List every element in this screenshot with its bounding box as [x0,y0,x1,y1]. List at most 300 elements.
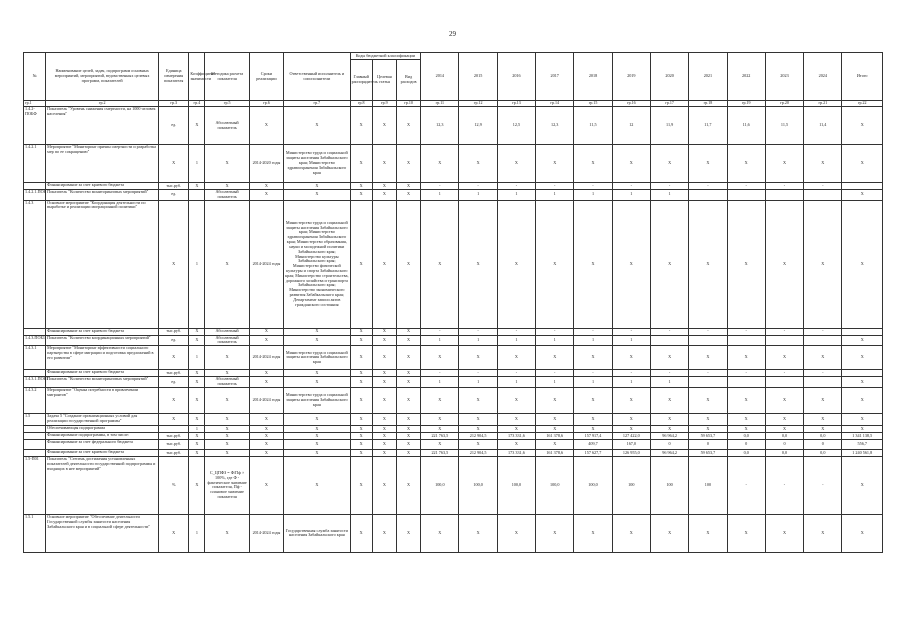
table-cell: X [459,425,497,432]
table-cell: X [689,514,727,552]
table-cell: X [765,346,803,370]
table-cell: 100,0 [497,456,535,514]
table-cell: 1.4.2.1.ПОБ [24,190,46,201]
column-index: гр.22 [842,101,883,107]
header-group-budget-codes: Коды бюджетной классификации [350,53,421,60]
table-cell: 1 [189,425,205,432]
table-cell: - [421,370,459,377]
table-cell: X [350,107,372,145]
table-cell: X [249,456,283,514]
table-cell: Абсолютный [205,328,249,335]
table-cell: X [396,145,420,183]
table-cell: X [189,328,205,335]
table-cell: X [372,370,396,377]
table-cell: X [536,387,574,413]
table-cell: X [396,456,420,514]
table-row [24,425,883,432]
header-cell: 2018 [574,53,612,101]
table-cell: 1.4.3.1.ПОБ1 [24,377,46,388]
table-cell: Основное мероприятие "Обеспечение деятельности Государственной службы занятости населения Забайкальского края и в социальной сфере деятельности" [46,514,159,552]
table-cell: X [804,346,842,370]
column-index: гр.11 [421,101,459,107]
table-cell: 0,0 [804,449,842,456]
table-cell: % [159,456,189,514]
table-cell: X [372,413,396,425]
table-cell: X [205,370,249,377]
table-cell: 2014-2024 годы [249,200,283,328]
table-cell: X [650,200,688,328]
column-index: гр.3 [159,101,189,107]
table-cell: X [284,183,351,190]
table-cell: 96 964,2 [650,432,688,439]
table-cell: X [350,387,372,413]
table-cell: 1 341 138,5 [842,432,883,439]
table-cell: 1 [650,377,688,388]
table-cell: Финансирование за счет краевого бюджета [46,183,159,190]
table-cell: 212 904,5 [459,449,497,456]
table-cell: 2014-2024 годы [249,387,283,413]
table-cell: - [727,328,765,335]
table-cell: Министерство труда и социальной защиты населения Забайкальского края; Министерство здравоохранения Забайкальского края [284,145,351,183]
table-cell: 12 [612,107,650,145]
table-cell: Задача 5 "Создание организационных условий для реализации государственной программы" [46,413,159,425]
table-cell: 12,9 [459,107,497,145]
table-cell: 0 [650,439,688,449]
table-cell: 1.5-П01 [24,456,46,514]
table-cell: 1 [497,190,535,201]
table-cell: X [727,387,765,413]
table-cell: X [574,145,612,183]
table-cell: Показатель "Степень достижения установленных показателей деятельности государственной подпрограммы и входящих в нее мероприятий" [46,456,159,514]
table-cell: - [765,456,803,514]
table-cell: X [284,413,351,425]
table-cell: 0 [765,439,803,449]
table-cell: X [249,328,283,335]
table-cell: X [536,145,574,183]
table-cell: X [765,387,803,413]
table-cell: X [689,413,727,425]
table-cell: X [842,425,883,432]
table-cell: X [574,387,612,413]
header-cell: Главный распорядитель [350,60,372,101]
table-cell: тыс.руб. [159,370,189,377]
table-cell: C_ЦПФЗ = Ф/Пф × 100%, где Ф - фактическое значение показателя, Пф - плановое значение показателя [205,456,249,514]
column-index: гр.17 [650,101,688,107]
table-cell: X [372,425,396,432]
table-row [24,387,883,413]
table-cell: X [536,413,574,425]
table-cell: ед. [159,335,189,346]
table-cell: X [421,439,459,449]
table-cell: X [650,387,688,413]
table-cell: X [284,439,351,449]
table-cell: X [189,183,205,190]
table-cell: X [727,413,765,425]
table-cell: X [727,514,765,552]
table-cell: X [574,346,612,370]
table-cell: X [804,413,842,425]
table-cell: X [842,200,883,328]
table-cell: Министерство труда и социальной защиты населения Забайкальского края [284,387,351,413]
table-cell: X [804,514,842,552]
table-cell: X [421,425,459,432]
table-cell: X [842,346,883,370]
table-cell: X [396,183,420,190]
table-cell: X [459,145,497,183]
table-cell: - [765,328,803,335]
table-cell: - [804,183,842,190]
table-row [24,377,883,388]
table-cell: - [497,183,535,190]
table-cell: 0,0 [727,449,765,456]
table-cell: 0,0 [765,432,803,439]
table-cell: 212 904,5 [459,432,497,439]
table-cell: - [536,328,574,335]
table-cell: X [612,145,650,183]
table-cell: X [689,346,727,370]
table-cell: 157 917,4 [574,432,612,439]
table-cell [765,335,803,346]
table-cell: 0,0 [727,432,765,439]
column-index: гр.8 [350,101,372,107]
table-cell: 1 [612,190,650,201]
table-cell: X [650,425,688,432]
table-cell [727,377,765,388]
table-cell: 11,5 [574,107,612,145]
table-cell: X [842,190,883,201]
header-cell: 2023 [765,53,803,101]
table-cell: X [284,377,351,388]
table-cell: X [536,425,574,432]
table-cell: 167,0 [612,439,650,449]
table-cell: X [249,335,283,346]
column-index: гр.6 [249,101,283,107]
table-cell: X [189,387,205,413]
table-cell: X [536,439,574,449]
table-row [24,449,883,456]
table-cell: X [189,439,205,449]
table-cell: X [189,449,205,456]
table-cell: X [372,377,396,388]
column-index: гр.7 [284,101,351,107]
table-cell: X [497,387,535,413]
table-cell: - [421,183,459,190]
table-cell: X [612,514,650,552]
table-row [24,145,883,183]
table-cell: 1 [612,335,650,346]
table-cell: 1.5 [24,413,46,425]
table-cell: 1.5.1 [24,514,46,552]
table-cell: X [350,328,372,335]
table-cell: X [689,387,727,413]
table-cell: Абсолютный показатель [205,190,249,201]
table-cell: X [396,346,420,370]
table-cell: 157 627,7 [574,449,612,456]
table-cell: - [804,370,842,377]
table-cell: - [689,183,727,190]
table-cell [689,377,727,388]
table-cell: Мероприятие "Мониторинг причин смертности и разработка мер по ее сокращению" [46,145,159,183]
table-cell: X [205,449,249,456]
table-cell [159,425,189,432]
table-cell: X [249,377,283,388]
table-cell: Показатель "Количество мониторинговых мероприятий" [46,377,159,388]
table-cell: тыс.руб. [159,432,189,439]
table-row [24,183,883,190]
table-cell: 1 [459,190,497,201]
table-cell: X [350,413,372,425]
table-cell: ед. [159,190,189,201]
table-cell: Обеспечивающая подпрограмма [46,425,159,432]
table-cell: X [350,346,372,370]
table-cell: Мероприятие "Оценка потребности в привлечении мигрантов" [46,387,159,413]
table-cell: X [396,328,420,335]
column-index: гр.1 [24,101,46,107]
table-cell: 409,7 [574,439,612,449]
table-cell: - [612,370,650,377]
table-cell: X [421,514,459,552]
table-cell: X [249,183,283,190]
table-cell: 1 [612,377,650,388]
table-cell: 59 653,7 [689,449,727,456]
table-cell: X [421,387,459,413]
table-cell: X [842,413,883,425]
table-cell: X [421,346,459,370]
table-cell: X [372,387,396,413]
header-cell: Наименование целей, задач, подпрограмм основных мероприятий, мероприятий, ведомственных целевых программ, показателей [46,53,159,101]
table-cell: 100 [612,456,650,514]
table-cell: 0 [804,439,842,449]
table-cell [804,190,842,201]
table-cell [842,328,883,335]
table-cell [650,335,688,346]
table-cell: 1 [421,377,459,388]
table-cell: X [159,514,189,552]
table-cell: 11,9 [650,107,688,145]
table-cell: 1 [536,377,574,388]
table-cell: X [372,200,396,328]
table-cell: X [421,413,459,425]
table-cell: Министерство труда и социальной защиты населения Забайкальского края [284,346,351,370]
table-cell: 100 [650,456,688,514]
table-cell: 1 [497,335,535,346]
table-cell: - [536,183,574,190]
table-cell: X [350,514,372,552]
table-cell: 1 [189,514,205,552]
table-cell: X [350,370,372,377]
table-cell: X [497,439,535,449]
table-cell: X [842,335,883,346]
column-index: гр.10 [396,101,420,107]
header-cell: 2015 [459,53,497,101]
header-cell: 2020 [650,53,688,101]
table-cell: X [159,413,189,425]
table-cell: X [727,425,765,432]
table-row [24,200,883,328]
table-row [24,439,883,449]
table-cell: 1 [189,145,205,183]
table-cell: X [350,200,372,328]
table-cell: 1 [536,335,574,346]
table-cell: Мероприятие "Мониторинг эффективности социального партнерства в сфере миграции и подготовка предложений в его развитии" [46,346,159,370]
table-cell: - [650,183,688,190]
table-cell: 1 [189,346,205,370]
page-number: 29 [449,30,456,38]
table-cell: X [205,425,249,432]
table-cell: - [459,370,497,377]
table-cell: X [189,413,205,425]
table-cell: X [396,377,420,388]
table-cell: тыс.руб. [159,183,189,190]
table-cell: X [727,145,765,183]
table-cell: 126 955,0 [612,449,650,456]
table-cell: 1 [459,377,497,388]
table-cell: X [765,200,803,328]
table-cell: - [727,183,765,190]
table-cell: X [372,432,396,439]
table-cell: - [765,183,803,190]
table-cell: X [372,183,396,190]
header-cell: Единица измерения показателя [159,53,189,101]
table-cell: X [804,200,842,328]
table-cell: X [372,514,396,552]
table-cell: X [497,145,535,183]
header-cell: Итого [842,53,883,101]
table-cell: 1.4.3.ПОБ1 [24,335,46,346]
column-index: гр.12 [459,101,497,107]
table-cell: X [459,413,497,425]
table-cell: - [804,456,842,514]
table-cell: X [205,346,249,370]
table-cell: X [459,200,497,328]
table-cell: X [205,183,249,190]
table-cell: - [689,328,727,335]
table-cell: X [396,432,420,439]
column-index: гр.16 [612,101,650,107]
table-cell: 173 331,6 [497,432,535,439]
table-cell: X [497,346,535,370]
table-cell: X [350,377,372,388]
header-cell: № [24,53,46,101]
table-row [24,514,883,552]
table-cell: 1 [574,377,612,388]
table-cell: X [650,145,688,183]
table-cell [727,335,765,346]
table-row [24,328,883,335]
table-cell: X [804,387,842,413]
table-cell: X [249,413,283,425]
table-cell: X [842,514,883,552]
table-cell: X [159,387,189,413]
table-cell: 12,3 [536,107,574,145]
table-cell: X [650,346,688,370]
table-cell: 161 378,6 [536,432,574,439]
table-cell: Финансирование за счет краевого бюджета [46,328,159,335]
table-cell: - [536,370,574,377]
column-index: гр.20 [765,101,803,107]
table-cell: X [396,335,420,346]
table-cell: 221 763,5 [421,449,459,456]
table-cell: X [372,145,396,183]
table-row [24,335,883,346]
column-index: гр.4 [189,101,205,107]
table-cell: X [350,183,372,190]
table-cell: X [249,370,283,377]
table-cell: X [205,145,249,183]
table-cell: X [249,432,283,439]
table-cell: 1.4.3 [24,200,46,328]
table-cell [765,190,803,201]
table-cell: Показатель "Количество координационных мероприятий" [46,335,159,346]
table-cell: X [689,145,727,183]
table-cell: X [574,413,612,425]
table-cell: 12,3 [421,107,459,145]
table-cell: 1 [650,190,688,201]
table-cell: 100,0 [421,456,459,514]
table-cell: X [421,200,459,328]
table-cell: 0,0 [804,432,842,439]
table-cell: 556,7 [842,439,883,449]
table-row [24,413,883,425]
table-cell: X [284,190,351,201]
table-row [24,370,883,377]
table-cell: X [189,456,205,514]
table-cell: 12,5 [497,107,535,145]
table-cell: 1.4.2.1 [24,145,46,183]
table-cell: X [396,190,420,201]
table-cell: 173 331,6 [497,449,535,456]
table-row [24,346,883,370]
table-cell: X [497,514,535,552]
table-cell: X [350,335,372,346]
table-cell: X [159,200,189,328]
table-cell: Абсолютный показатель [205,335,249,346]
header-cell: Целевая статья [372,60,396,101]
table-cell: Министерство труда и социальной защиты населения Забайкальского края; Министерство здравоохранения Забайкальского края; Министерство образования, науки и молодежной политики Забайкальского края; Министерство культуры Забайкальского края; Министерство физической культуры и спорта Забайкальского края; Министерство строительства, дорожного хозяйства и транспорта Забайкальского края; Министерство экономического развития Забайкальского края; Департамент записи актов гражданского состояния [284,200,351,328]
table-cell [689,190,727,201]
header-cell: 2019 [612,53,650,101]
table-cell: X [284,456,351,514]
table-cell: X [574,425,612,432]
table-cell: - [497,370,535,377]
table-cell: X [765,413,803,425]
table-cell [842,370,883,377]
table-cell: 127 422,0 [612,432,650,439]
table-cell: 1.4.2-ПОБФ [24,107,46,145]
table-cell: X [189,432,205,439]
table-cell: X [350,449,372,456]
table-cell: X [205,439,249,449]
table-cell: 161 378,6 [536,449,574,456]
table-cell: X [396,107,420,145]
header-cell: Методика расчета показателя [205,53,249,101]
table-cell: - [765,370,803,377]
table-cell: - [612,183,650,190]
table-cell: X [205,200,249,328]
table-cell [189,190,205,201]
table-cell: X [205,387,249,413]
table-cell: Показатель "Количество мониторинговых мероприятий" [46,190,159,201]
column-index: гр.13 [497,101,535,107]
table-cell: X [689,425,727,432]
table-cell: X [284,425,351,432]
table-cell: X [205,413,249,425]
table-cell: X [350,425,372,432]
table-cell: 1 [536,190,574,201]
table-cell: 2014-2024 годы [249,514,283,552]
table-cell: X [372,346,396,370]
table-cell: X [497,200,535,328]
